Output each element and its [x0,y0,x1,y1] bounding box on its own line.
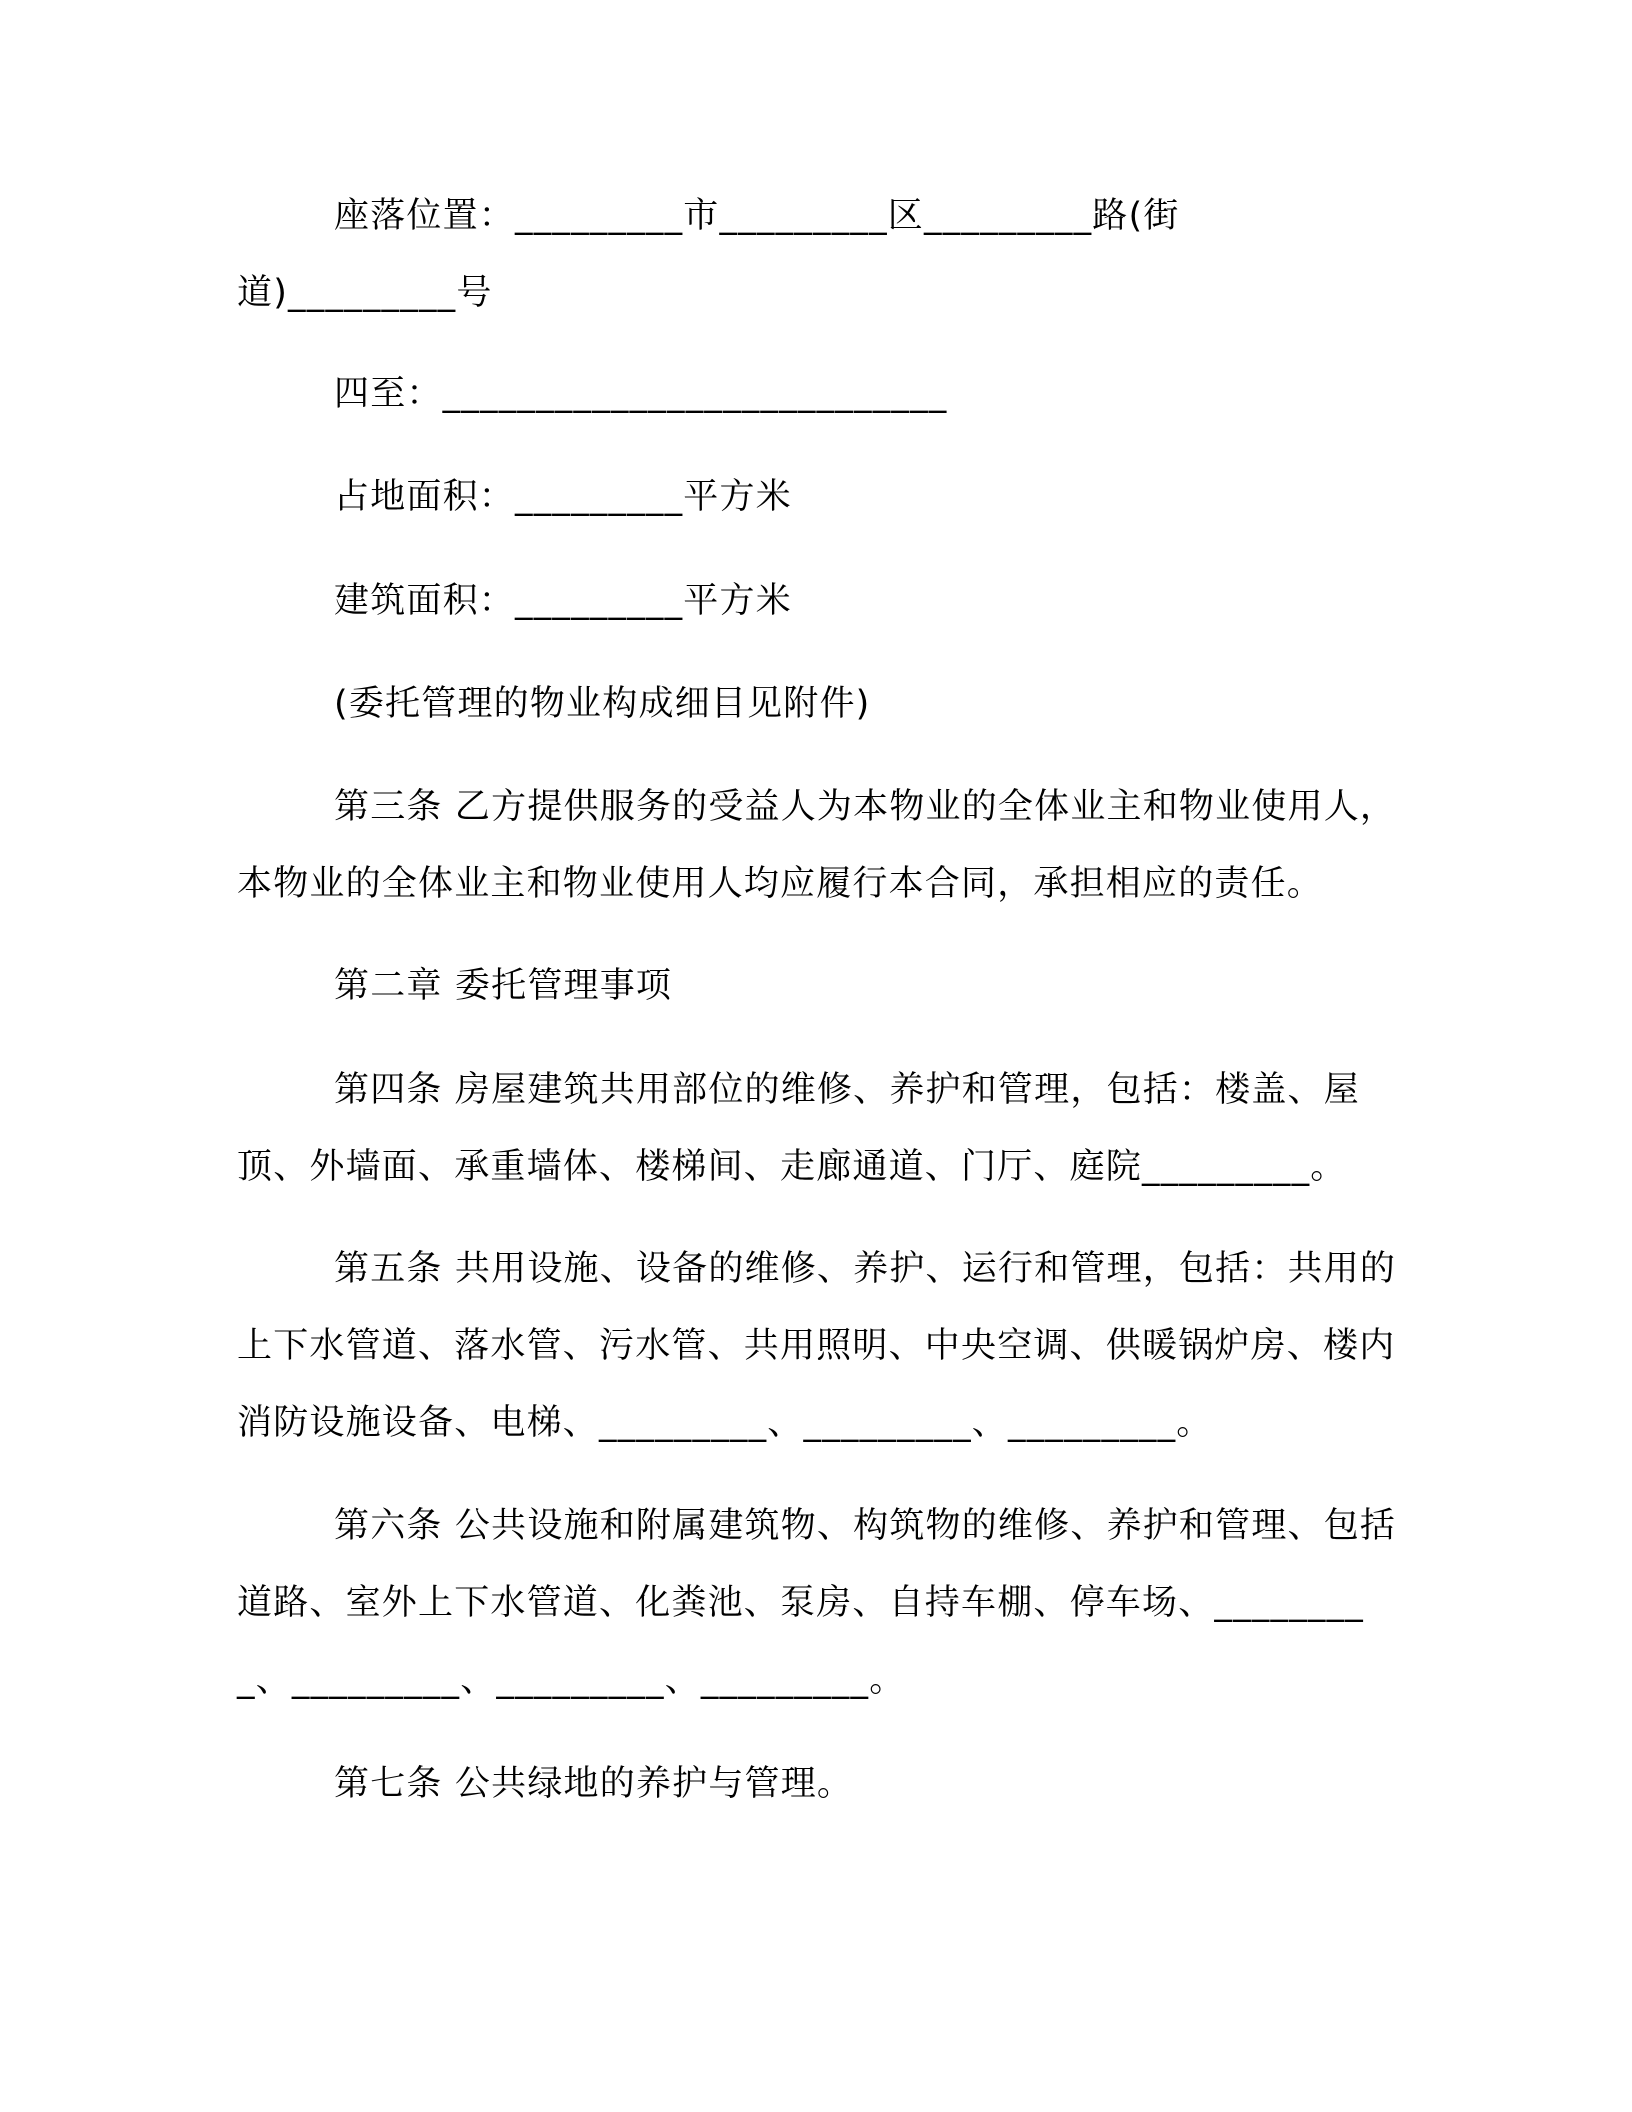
article-7-paragraph: 第七条 公共绿地的养护与管理。 [334,1764,854,1804]
land-area-paragraph: 占地面积：_________平方米 [334,477,792,517]
article-3-paragraph: 第三条 乙方提供服务的受益人为本物业的全体业主和物业使用人，本物业的全体业主和物业使用人均应履行本合同，承担相应的责任。 [237,787,1397,904]
chapter-2-heading: 第二章 委托管理事项 [334,966,673,1006]
building-area-paragraph: 建筑面积：_________平方米 [334,581,792,621]
article-6-paragraph: 第六条 公共设施和附属建筑物、构筑物的维修、养护和管理、包括道路、室外上下水管道、化粪池、泵房、自持车棚、停车场、_________、_________、_________、_________。 [237,1506,1397,1700]
article-4-paragraph: 第四条 房屋建筑共用部位的维修、养护和管理，包括：楼盖、屋顶、外墙面、承重墙体、楼梯间、走廊通道、门厅、庭院_________。 [237,1070,1360,1187]
boundaries-paragraph: 四至：___________________________ [334,374,948,414]
article-5-paragraph: 第五条 共用设施、设备的维修、养护、运行和管理，包括：共用的上下水管道、落水管、污水管、共用照明、中央空调、供暖锅炉房、楼内消防设施设备、电梯、_________、_________、_________。 [237,1249,1397,1443]
appendix-note-paragraph: (委托管理的物业构成细目见附件) [334,684,871,724]
location-paragraph: 座落位置：_________市_________区_________路(街道)_________号 [237,196,1180,313]
